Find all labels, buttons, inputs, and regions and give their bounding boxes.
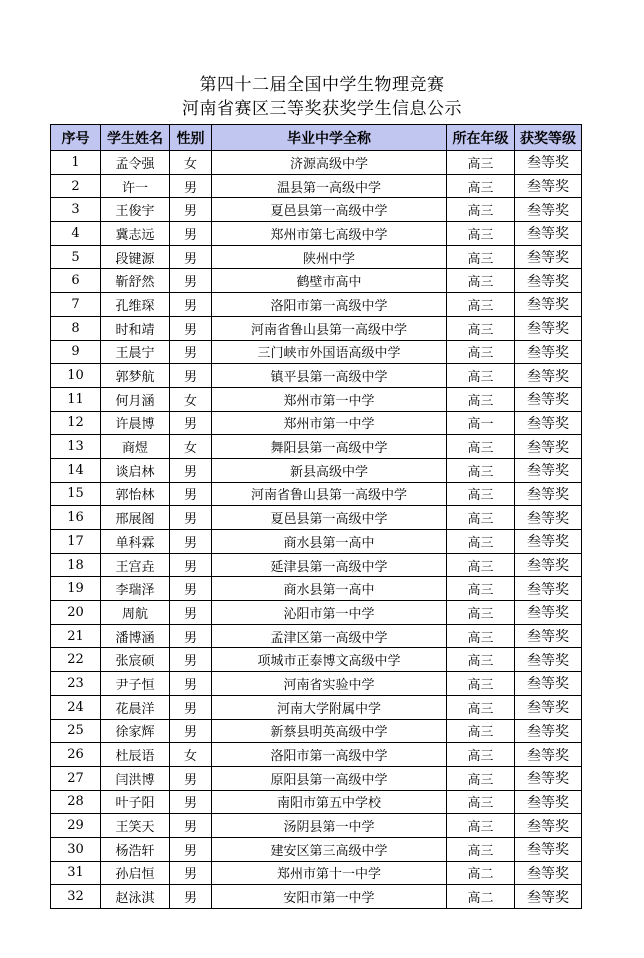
cell-school: 郑州市第一中学 [212,387,447,411]
table-row [51,719,582,743]
cell-grade: 高三 [447,435,515,459]
cell-name: 邢展阁 [101,506,170,530]
cell-grade: 高三 [447,743,515,767]
cell-index: 23 [51,672,101,696]
table-row [51,316,582,340]
cell-index: 11 [51,387,101,411]
cell-award: 叁等奖 [515,435,582,459]
table-row [51,814,582,838]
cell-award: 叁等奖 [515,837,582,861]
cell-school: 三门峡市外国语高级中学 [212,340,447,364]
table-row [51,861,582,885]
cell-gender: 男 [170,458,212,482]
col-header-gender: 性别 [170,125,212,151]
cell-gender: 男 [170,269,212,293]
cell-award: 叁等奖 [515,340,582,364]
table-row [51,222,582,246]
cell-name: 杨浩轩 [101,837,170,861]
cell-name: 叶子阳 [101,790,170,814]
col-header-school: 毕业中学全称 [212,125,447,151]
table-row [51,885,582,909]
cell-gender: 男 [170,648,212,672]
cell-award: 叁等奖 [515,269,582,293]
cell-award: 叁等奖 [515,506,582,530]
cell-gender: 男 [170,482,212,506]
table-row [51,435,582,459]
cell-school: 郑州市第一中学 [212,411,447,435]
cell-gender: 男 [170,577,212,601]
cell-index: 17 [51,530,101,554]
page-subtitle: 河南省赛区三等奖获奖学生信息公示 [182,99,462,119]
cell-index: 27 [51,766,101,790]
cell-index: 10 [51,364,101,388]
cell-grade: 高三 [447,222,515,246]
cell-school: 安阳市第一中学 [212,885,447,909]
cell-name: 徐家辉 [101,719,170,743]
cell-grade: 高三 [447,695,515,719]
table-row [51,553,582,577]
table-row [51,624,582,648]
cell-gender: 男 [170,198,212,222]
cell-gender: 男 [170,506,212,530]
cell-name: 孔维琛 [101,293,170,317]
cell-grade: 高三 [447,553,515,577]
cell-award: 叁等奖 [515,553,582,577]
award-table [50,124,582,909]
cell-name: 郭梦航 [101,364,170,388]
cell-award: 叁等奖 [515,482,582,506]
cell-grade: 高一 [447,411,515,435]
cell-name: 王俊宇 [101,198,170,222]
table-body [51,151,582,909]
table-row [51,482,582,506]
table-row [51,672,582,696]
cell-gender: 男 [170,672,212,696]
cell-index: 29 [51,814,101,838]
cell-name: 何月涵 [101,387,170,411]
cell-school: 新蔡县明英高级中学 [212,719,447,743]
cell-gender: 男 [170,837,212,861]
cell-index: 12 [51,411,101,435]
cell-index: 6 [51,269,101,293]
table-row [51,198,582,222]
cell-grade: 高三 [447,198,515,222]
cell-index: 4 [51,222,101,246]
table-row [51,648,582,672]
table-row [51,293,582,317]
cell-index: 18 [51,553,101,577]
cell-index: 20 [51,601,101,625]
cell-grade: 高三 [447,530,515,554]
table-row [51,790,582,814]
cell-name: 许一 [101,174,170,198]
table-row [51,458,582,482]
cell-name: 商煜 [101,435,170,459]
table-row [51,364,582,388]
cell-award: 叁等奖 [515,198,582,222]
cell-index: 21 [51,624,101,648]
cell-gender: 男 [170,316,212,340]
cell-gender: 男 [170,174,212,198]
cell-index: 26 [51,743,101,767]
cell-index: 9 [51,340,101,364]
cell-name: 王宫垚 [101,553,170,577]
cell-award: 叁等奖 [515,648,582,672]
cell-grade: 高二 [447,861,515,885]
cell-gender: 女 [170,743,212,767]
cell-school: 项城市正泰博文高级中学 [212,648,447,672]
cell-grade: 高三 [447,601,515,625]
cell-award: 叁等奖 [515,411,582,435]
cell-award: 叁等奖 [515,743,582,767]
cell-index: 2 [51,174,101,198]
table-row [51,601,582,625]
table-row [51,340,582,364]
cell-index: 8 [51,316,101,340]
cell-grade: 高三 [447,174,515,198]
cell-index: 7 [51,293,101,317]
cell-award: 叁等奖 [515,530,582,554]
cell-grade: 高三 [447,506,515,530]
cell-school: 南阳市第五中学校 [212,790,447,814]
cell-school: 郑州市第七高级中学 [212,222,447,246]
cell-gender: 男 [170,245,212,269]
table-row [51,530,582,554]
cell-award: 叁等奖 [515,222,582,246]
cell-award: 叁等奖 [515,364,582,388]
cell-gender: 男 [170,411,212,435]
table-row [51,837,582,861]
cell-name: 王晨宁 [101,340,170,364]
table-row [51,245,582,269]
cell-award: 叁等奖 [515,861,582,885]
cell-award: 叁等奖 [515,174,582,198]
cell-grade: 高三 [447,458,515,482]
cell-school: 河南大学附属中学 [212,695,447,719]
cell-award: 叁等奖 [515,151,582,175]
table-row [51,695,582,719]
cell-award: 叁等奖 [515,245,582,269]
cell-school: 郑州市第十一中学 [212,861,447,885]
col-header-grade: 所在年级 [447,125,515,151]
cell-gender: 男 [170,222,212,246]
cell-school: 镇平县第一高级中学 [212,364,447,388]
cell-award: 叁等奖 [515,601,582,625]
cell-gender: 男 [170,364,212,388]
col-header-index: 序号 [51,125,101,151]
cell-gender: 男 [170,530,212,554]
cell-index: 15 [51,482,101,506]
cell-grade: 高三 [447,269,515,293]
cell-index: 16 [51,506,101,530]
cell-index: 5 [51,245,101,269]
cell-index: 14 [51,458,101,482]
cell-gender: 男 [170,790,212,814]
cell-award: 叁等奖 [515,577,582,601]
cell-grade: 高二 [447,885,515,909]
cell-gender: 女 [170,387,212,411]
cell-index: 25 [51,719,101,743]
cell-award: 叁等奖 [515,672,582,696]
cell-school: 河南省鲁山县第一高级中学 [212,482,447,506]
cell-index: 22 [51,648,101,672]
cell-gender: 男 [170,766,212,790]
cell-name: 冀志远 [101,222,170,246]
cell-gender: 男 [170,601,212,625]
cell-name: 段键源 [101,245,170,269]
cell-grade: 高三 [447,814,515,838]
cell-award: 叁等奖 [515,885,582,909]
cell-name: 张宸硕 [101,648,170,672]
cell-name: 尹子恒 [101,672,170,696]
cell-name: 潘博涵 [101,624,170,648]
cell-grade: 高三 [447,648,515,672]
cell-gender: 男 [170,293,212,317]
table-row [51,743,582,767]
cell-index: 1 [51,151,101,175]
cell-name: 靳舒然 [101,269,170,293]
cell-gender: 男 [170,553,212,577]
cell-grade: 高三 [447,766,515,790]
cell-name: 杜辰语 [101,743,170,767]
table-row [51,151,582,175]
cell-name: 时和靖 [101,316,170,340]
cell-award: 叁等奖 [515,790,582,814]
cell-name: 赵泳淇 [101,885,170,909]
cell-school: 汤阴县第一中学 [212,814,447,838]
cell-award: 叁等奖 [515,814,582,838]
cell-grade: 高三 [447,387,515,411]
table-header-row [51,125,582,151]
cell-school: 商水县第一高中 [212,577,447,601]
cell-name: 谈启林 [101,458,170,482]
cell-grade: 高三 [447,151,515,175]
cell-index: 32 [51,885,101,909]
cell-name: 周航 [101,601,170,625]
cell-grade: 高三 [447,577,515,601]
cell-school: 温县第一高级中学 [212,174,447,198]
cell-school: 新县高级中学 [212,458,447,482]
table-row [51,174,582,198]
cell-name: 李瑞泽 [101,577,170,601]
cell-school: 孟津区第一高级中学 [212,624,447,648]
cell-gender: 男 [170,814,212,838]
cell-school: 陕州中学 [212,245,447,269]
cell-gender: 男 [170,861,212,885]
cell-name: 郭怡林 [101,482,170,506]
cell-school: 洛阳市第一高级中学 [212,743,447,767]
cell-grade: 高三 [447,245,515,269]
cell-index: 30 [51,837,101,861]
cell-school: 建安区第三高级中学 [212,837,447,861]
cell-gender: 女 [170,151,212,175]
cell-grade: 高三 [447,837,515,861]
cell-index: 13 [51,435,101,459]
cell-grade: 高三 [447,340,515,364]
cell-award: 叁等奖 [515,766,582,790]
table-row [51,411,582,435]
cell-grade: 高三 [447,672,515,696]
cell-award: 叁等奖 [515,293,582,317]
cell-index: 28 [51,790,101,814]
cell-grade: 高三 [447,316,515,340]
cell-gender: 女 [170,435,212,459]
cell-school: 济源高级中学 [212,151,447,175]
cell-school: 夏邑县第一高级中学 [212,506,447,530]
cell-name: 王笑天 [101,814,170,838]
cell-name: 许晨博 [101,411,170,435]
cell-gender: 男 [170,885,212,909]
cell-school: 舞阳县第一高级中学 [212,435,447,459]
cell-award: 叁等奖 [515,458,582,482]
table-row [51,269,582,293]
cell-school: 洛阳市第一高级中学 [212,293,447,317]
cell-award: 叁等奖 [515,316,582,340]
cell-grade: 高三 [447,790,515,814]
cell-index: 24 [51,695,101,719]
col-header-name: 学生姓名 [101,125,170,151]
cell-award: 叁等奖 [515,387,582,411]
cell-grade: 高三 [447,624,515,648]
cell-grade: 高三 [447,364,515,388]
cell-school: 原阳县第一高级中学 [212,766,447,790]
page-title: 第四十二届全国中学生物理竞赛 [199,75,445,95]
cell-gender: 男 [170,340,212,364]
cell-school: 河南省鲁山县第一高级中学 [212,316,447,340]
cell-school: 沁阳市第一中学 [212,601,447,625]
cell-name: 孟令强 [101,151,170,175]
table-row [51,766,582,790]
cell-grade: 高三 [447,293,515,317]
cell-grade: 高三 [447,719,515,743]
cell-index: 19 [51,577,101,601]
cell-award: 叁等奖 [515,719,582,743]
cell-index: 31 [51,861,101,885]
cell-school: 夏邑县第一高级中学 [212,198,447,222]
cell-name: 单科霖 [101,530,170,554]
cell-gender: 男 [170,624,212,648]
cell-gender: 男 [170,719,212,743]
table-row [51,387,582,411]
cell-gender: 男 [170,695,212,719]
cell-name: 花晨洋 [101,695,170,719]
col-header-award: 获奖等级 [515,125,582,151]
table-row [51,506,582,530]
cell-award: 叁等奖 [515,624,582,648]
cell-index: 3 [51,198,101,222]
cell-school: 河南省实验中学 [212,672,447,696]
table-row [51,577,582,601]
cell-award: 叁等奖 [515,695,582,719]
cell-school: 商水县第一高中 [212,530,447,554]
cell-school: 鹤壁市高中 [212,269,447,293]
cell-grade: 高三 [447,482,515,506]
cell-name: 孙启恒 [101,861,170,885]
cell-name: 闫洪博 [101,766,170,790]
cell-school: 延津县第一高级中学 [212,553,447,577]
